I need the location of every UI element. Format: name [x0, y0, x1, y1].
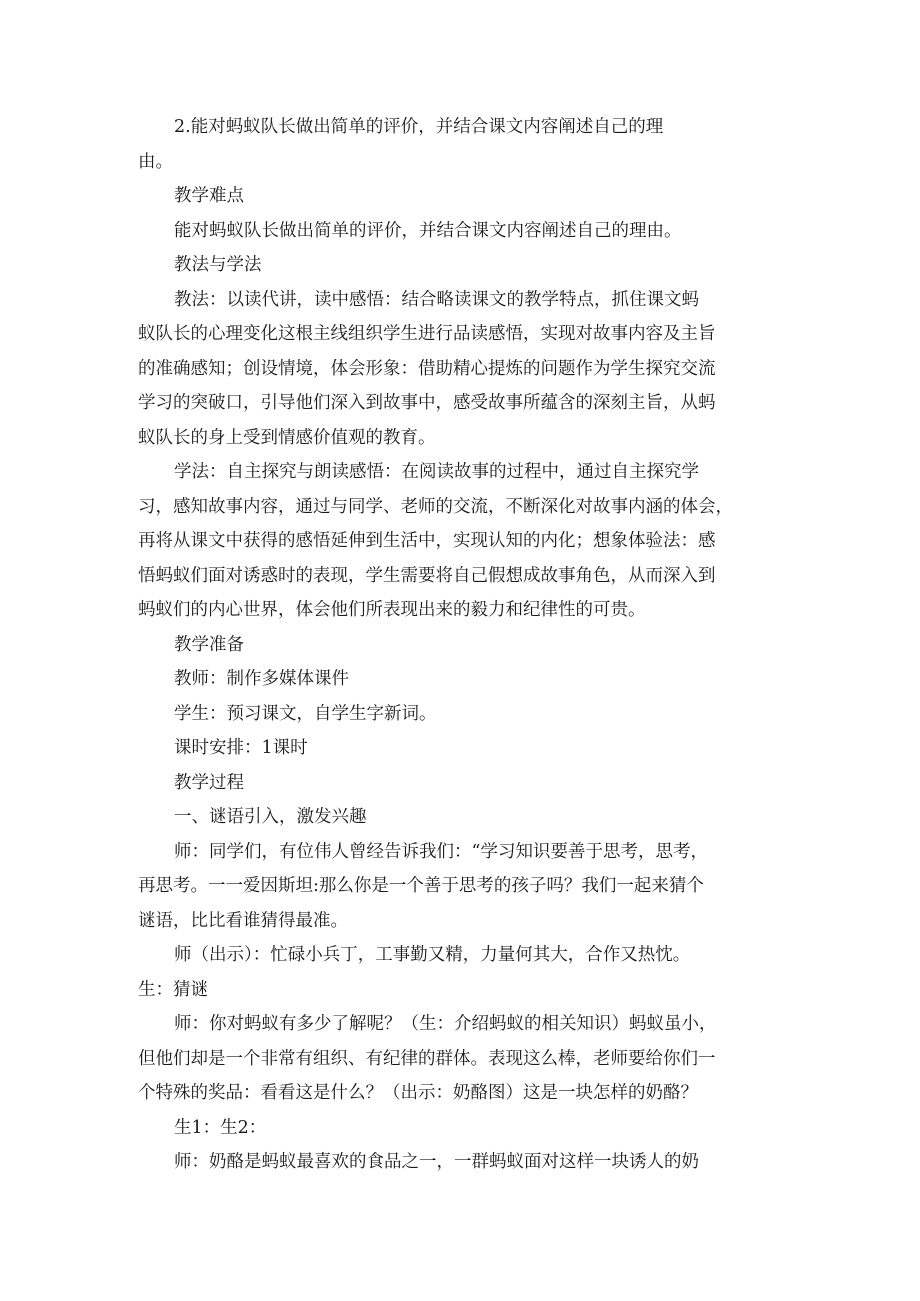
paragraph [138, 214, 788, 249]
paragraph [138, 766, 788, 801]
text-line: 学生：预习课文，自学生字新词。 [174, 703, 437, 724]
paragraph [138, 628, 788, 663]
document-body [138, 110, 788, 1180]
paragraph [138, 662, 788, 697]
text-line: 教学过程 [174, 772, 244, 793]
text-line: 再将从课文中获得的感悟延伸到生活中，实现认知的内化；想象体验法：感 [138, 531, 716, 551]
paragraph [138, 455, 788, 628]
paragraph [138, 1007, 788, 1111]
paragraph [138, 1111, 788, 1146]
paragraph [138, 731, 788, 766]
paragraph [138, 800, 788, 835]
text-line: 一、谜语引入，激发兴趣 [174, 807, 367, 827]
paragraph [138, 283, 788, 456]
text-line: 由。 [138, 151, 173, 172]
text-line: 学法：自主探究与朗读感悟：在阅读故事的过程中，通过自主探究学 [174, 462, 699, 482]
text-line: 的准确感知；创设情境，体会形象：借助精心提炼的问题作为学生探究交流 [138, 358, 716, 379]
text-line: 习，感知故事内容，通过与同学、老师的交流，不断深化对故事内涵的体会， [138, 496, 733, 517]
text-line: 教师：制作多媒体课件 [174, 669, 349, 689]
text-line: 再思考。一一爱因斯坦:那么你是一个善于思考的孩子吗？我们一起来猜个 [138, 876, 704, 896]
text-line: 悟蚂蚁们面对诱惑时的表现，学生需要将自己假想成故事角色，从而深入到 [138, 565, 716, 586]
text-line: 2.能对蚂蚁队长做出简单的评价，并结合课文内容阐述自己的理 [174, 117, 664, 137]
text-line: 师（出示）：忙碌小兵丁，工事勤又精，力量何其大，合作又热忱。 [174, 945, 691, 965]
text-line: 谜语，比比看谁猜得最准。 [138, 910, 348, 931]
text-line: 教法与学法 [174, 255, 262, 275]
text-line: 师：同学们，有位伟人曾经告诉我们：“学习知识要善于思考，思考， [174, 841, 708, 862]
text-line: 师：你对蚂蚁有多少了解呢？（生：介绍蚂蚁的相关知识）蚂蚁虽小， [174, 1014, 717, 1034]
text-line: 生：猜谜 [138, 979, 208, 1000]
text-line: 生1：生2： [174, 1117, 267, 1138]
paragraph [138, 697, 788, 732]
paragraph [138, 110, 788, 179]
paragraph [138, 835, 788, 939]
text-line: 蚂蚁们的内心世界，体会他们所表现出来的毅力和纪律性的可贵。 [138, 600, 646, 620]
paragraph [138, 179, 788, 214]
text-line: 课时安排：1课时 [174, 738, 308, 758]
paragraph [138, 248, 788, 283]
text-line: 师：奶酪是蚂蚁最喜欢的食品之一，一群蚂蚁面对这样一块诱人的奶 [174, 1152, 699, 1172]
text-line: 教学难点 [174, 186, 244, 206]
text-line: 但他们却是一个非常有组织、有纪律的群体。表现这么棒，老师要给你们一 [138, 1048, 716, 1069]
text-line: 蚁队长的心理变化这根主线组织学生进行品读感悟，实现对故事内容及主旨 [138, 324, 716, 344]
text-line: 能对蚂蚁队长做出简单的评价，并结合课文内容阐述自己的理由。 [174, 220, 682, 241]
text-line: 教法：以读代讲，读中感悟：结合略读课文的教学特点，抓住课文蚂 [174, 289, 699, 310]
text-line: 个特殊的奖品：看看这是什么？（出示：奶酪图）这是一块怎样的奶酪？ [138, 1083, 698, 1103]
paragraph [138, 1145, 788, 1180]
text-line: 蚁队长的身上受到情感价值观的教育。 [138, 427, 436, 448]
paragraph [138, 938, 788, 1007]
text-line: 学习的突破口，引导他们深入到故事中，感受故事所蕴含的深刻主旨，从蚂 [138, 393, 716, 413]
text-line: 教学准备 [174, 634, 244, 655]
